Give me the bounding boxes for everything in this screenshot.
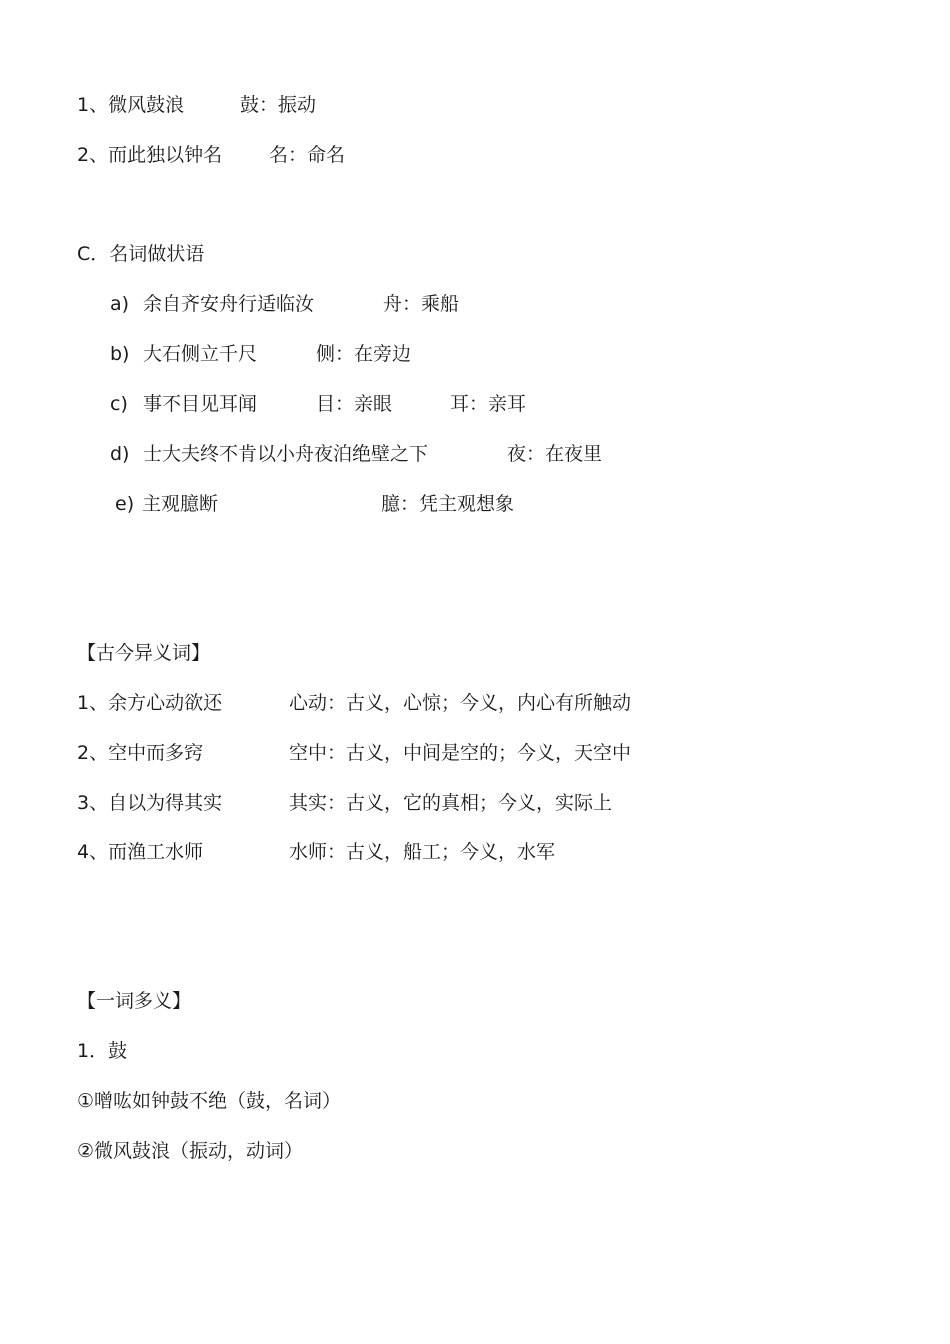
item-note-second: 耳：亲耳 [450, 393, 527, 415]
item-note: 舟：乘船 [383, 293, 460, 315]
list-item [110, 342, 710, 366]
list-item: ②微风鼓浪（振动，动词） [77, 1140, 304, 1162]
list-item [110, 292, 710, 316]
item-phrase: 主观臆断 [142, 493, 219, 515]
item-phrase: 大石侧立千尺 [143, 343, 258, 365]
subheading: 1．鼓 [77, 1040, 128, 1062]
item-phrase: 4、而渔工水师 [77, 841, 204, 863]
item-marker: e) [115, 493, 135, 515]
section-heading: 【一词多义】 [77, 990, 192, 1012]
item-note: 臆：凭主观想象 [381, 493, 515, 515]
item-marker: d) [110, 443, 130, 465]
list-item: ①噌吰如钟鼓不绝（鼓，名词） [77, 1090, 342, 1112]
section-heading: 【古今异义词】 [77, 642, 211, 664]
list-item [115, 492, 715, 516]
item-phrase: 1、余方心动欲还 [77, 692, 223, 714]
item-note: 鼓：振动 [240, 94, 317, 116]
item-phrase: 2、而此独以钟名 [77, 144, 223, 166]
item-note: 水师：古义，船工；今义，水军 [289, 841, 556, 863]
list-item [77, 840, 777, 864]
item-phrase: 1、微风鼓浪 [77, 94, 185, 116]
item-phrase: 2、空中而多窍 [77, 742, 204, 764]
item-marker: c) [110, 393, 128, 415]
list-item [110, 392, 710, 416]
list-item [77, 93, 477, 117]
item-phrase: 3、自以为得其实 [77, 792, 223, 814]
item-note: 空中：古义，中间是空的；今义，天空中 [289, 742, 632, 764]
item-note: 侧：在旁边 [316, 343, 412, 365]
item-note: 其实：古义，它的真相；今义，实际上 [289, 792, 613, 814]
item-phrase: 余自齐安舟行适临汝 [143, 293, 315, 315]
item-note: 心动：古义，心惊；今义，内心有所触动 [289, 692, 632, 714]
list-item [77, 143, 477, 167]
list-item [77, 791, 777, 815]
item-phrase: 事不目见耳闻 [143, 393, 258, 415]
list-item [77, 741, 777, 765]
item-marker: b) [110, 343, 130, 365]
section-heading: C．名词做状语 [77, 243, 205, 265]
list-item [110, 442, 710, 466]
item-note: 名：命名 [269, 144, 346, 166]
item-note: 目：亲眼 [316, 393, 393, 415]
item-note: 夜：在夜里 [507, 443, 603, 465]
item-marker: a) [110, 293, 130, 315]
list-item [77, 691, 777, 715]
item-phrase: 士大夫终不肯以小舟夜泊绝壁之下 [143, 443, 429, 465]
